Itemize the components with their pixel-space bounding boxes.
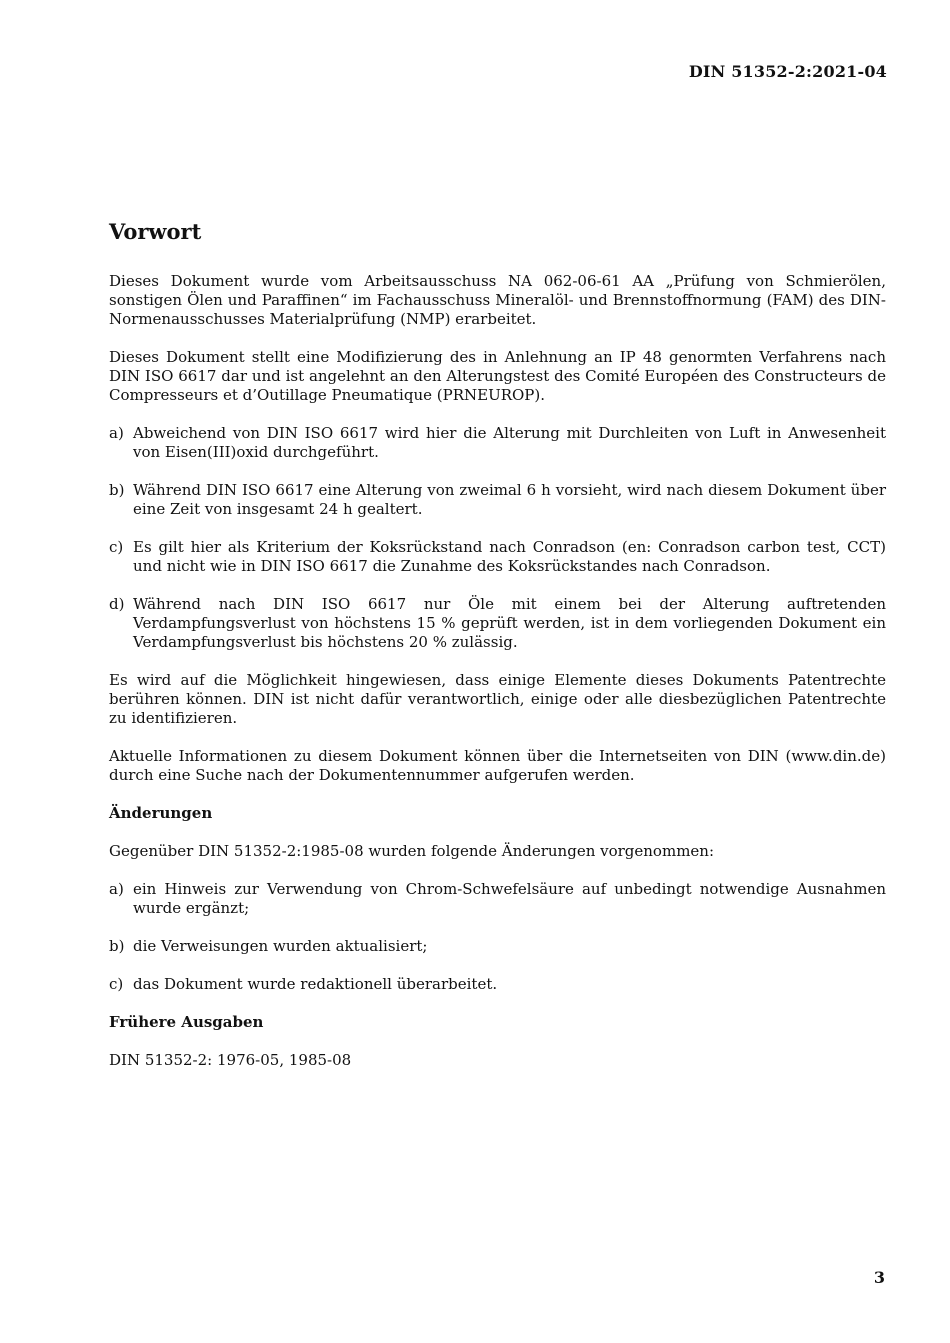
list-marker: c) [109,538,124,556]
previous-editions-text: DIN 51352-2: 1976-05, 1985-08 [109,1051,352,1069]
document-number-header: DIN 51352-2:2021-04 [688,62,887,81]
list-item [109,595,886,652]
page-title: Vorwort [109,219,202,244]
list-marker: c) [109,975,124,993]
list-item-text: ein Hinweis zur Verwendung von Chrom-Schwefelsäure auf unbedingt notwendige Ausnahmen wurde ergänzt; [133,880,886,917]
list-item-text: Während nach DIN ISO 6617 nur Öle mit einem bei der Alterung auftretenden Verdampfungsverlust von höchstens 15 % geprüft werden, ist in dem vorliegenden Dokument ein Verdampfungsverlust bis höchstens 20 % zulässig. [133,595,886,651]
list-marker: b) [109,937,125,955]
list-item [109,424,886,462]
list-item [109,880,886,918]
list-item-text: Abweichend von DIN ISO 6617 wird hier die Alterung mit Durchleiten von Luft in Anwesenheit von Eisen(III)oxid durchgeführt. [133,424,886,461]
intro-paragraph: Dieses Dokument stellt eine Modifizierung des in Anlehnung an IP 48 genormten Verfahrens nach DIN ISO 6617 dar und ist angelehnt an den Alterungstest des Comité Européen des Constructeurs de Compresseurs et d’Outillage Pneumatique (PRNEUROP). [109,348,886,404]
list-item [109,975,886,994]
list-marker: a) [109,880,124,898]
list-item-text: Während DIN ISO 6617 eine Alterung von zweimal 6 h vorsieht, wird nach diesem Dokument über eine Zeit von insgesamt 24 h gealtert. [133,481,886,518]
changes-heading: Änderungen [109,804,213,822]
list-item-text: das Dokument wurde redaktionell überarbeitet. [133,975,498,993]
list-item [109,481,886,519]
changes-list [109,880,886,994]
intro-paragraph: Dieses Dokument wurde vom Arbeitsausschuss NA 062-06-61 AA „Prüfung von Schmierölen, sonstigen Ölen und Paraffinen“ im Fachausschuss Mineralöl- und Brennstoffnormung (FAM) des DIN-Normenausschusses Materialprüfung (NMP) erarbeitet. [109,272,886,328]
previous-editions-heading: Frühere Ausgaben [109,1013,264,1031]
changes-intro: Gegenüber DIN 51352-2:1985-08 wurden folgende Änderungen vorgenommen: [109,842,715,860]
list-item-text: Es gilt hier als Kriterium der Koksrückstand nach Conradson (en: Conradson carbon test, CCT) und nicht wie in DIN ISO 6617 die Zunahme des Koksrückstandes nach Conradson. [133,538,886,575]
list-item-text: die Verweisungen wurden aktualisiert; [133,937,428,955]
patent-notice-paragraph: Es wird auf die Möglichkeit hingewiesen, dass einige Elemente dieses Dokuments Patentrechte berühren können. DIN ist nicht dafür verantwortlich, einige oder alle diesbezüglichen Patentrechte zu identifizieren. [109,671,886,727]
list-marker: a) [109,424,124,442]
page-number: 3 [873,1268,885,1287]
list-marker: d) [109,595,125,613]
list-item [109,937,886,956]
list-item [109,538,886,576]
list-marker: b) [109,481,125,499]
document-body [109,218,886,1089]
info-paragraph: Aktuelle Informationen zu diesem Dokument können über die Internetseiten von DIN (www.din.de) durch eine Suche nach der Dokumentennummer aufgerufen werden. [109,747,886,784]
modification-list [109,424,886,652]
